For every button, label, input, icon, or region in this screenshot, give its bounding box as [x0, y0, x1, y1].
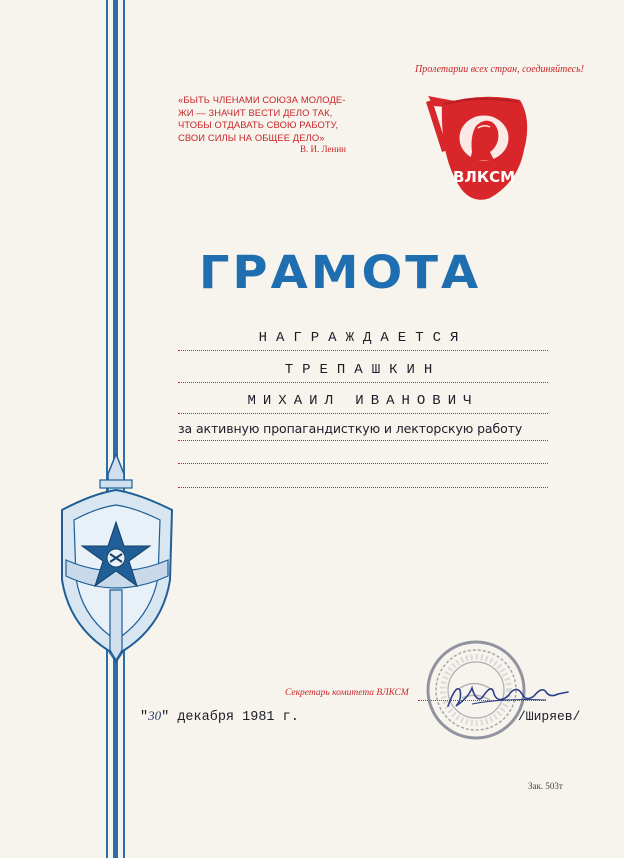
dotted-line — [178, 487, 548, 488]
award-date — [140, 708, 299, 725]
secretary-label: Секретарь комитета ВЛКСМ — [285, 688, 409, 698]
order-number: Зак. 503т — [528, 781, 563, 791]
dotted-line — [178, 350, 548, 351]
recipient-name: МИХАИЛ ИВАНОВИЧ — [247, 393, 479, 409]
date-quote-open: " — [140, 710, 149, 725]
award-reason: за активную пропагандисткую и лекторскую работу — [178, 421, 523, 436]
dotted-line — [178, 440, 548, 441]
recipient-surname: ТРЕПАШКИН — [284, 362, 442, 378]
date-quote-close: " — [161, 710, 170, 725]
quote-line: СВОИ СИЛЫ НА ОБЩЕЕ ДЕЛО» — [178, 131, 325, 143]
dotted-line — [178, 382, 548, 383]
secretary-name: /Ширяев/ — [518, 709, 581, 724]
border-line-thin-right — [123, 0, 125, 858]
page-title: ГРАМОТА — [198, 246, 482, 300]
shield-sword-icon — [52, 450, 182, 670]
date-day: 30 — [148, 708, 162, 723]
slogan: Пролетарии всех стран, соединяйтесь! — [414, 64, 584, 75]
dotted-line — [178, 413, 548, 414]
border-line-thin-left — [106, 0, 108, 858]
date-month-year: декабря 1981 г. — [169, 710, 299, 725]
emblem-text: ВЛКСМ — [452, 168, 516, 186]
lenin-quote — [178, 94, 378, 144]
awarded-label: НАГРАЖДАЕТСЯ — [258, 330, 468, 346]
vlksm-flag-emblem — [420, 90, 540, 205]
quote-author: В. И. Ленин — [300, 144, 346, 154]
quote-line: «БЫТЬ ЧЛЕНАМИ СОЮЗА МОЛОДЕ- — [178, 94, 346, 105]
dotted-line — [178, 463, 548, 464]
quote-line: ЧТОБЫ ОТДАВАТЬ СВОЮ РАБОТУ, — [178, 119, 339, 130]
border-line-thick — [113, 0, 118, 858]
quote-line: ЖИ — ЗНАЧИТ ВЕСТИ ДЕЛО ТАК, — [178, 106, 333, 118]
